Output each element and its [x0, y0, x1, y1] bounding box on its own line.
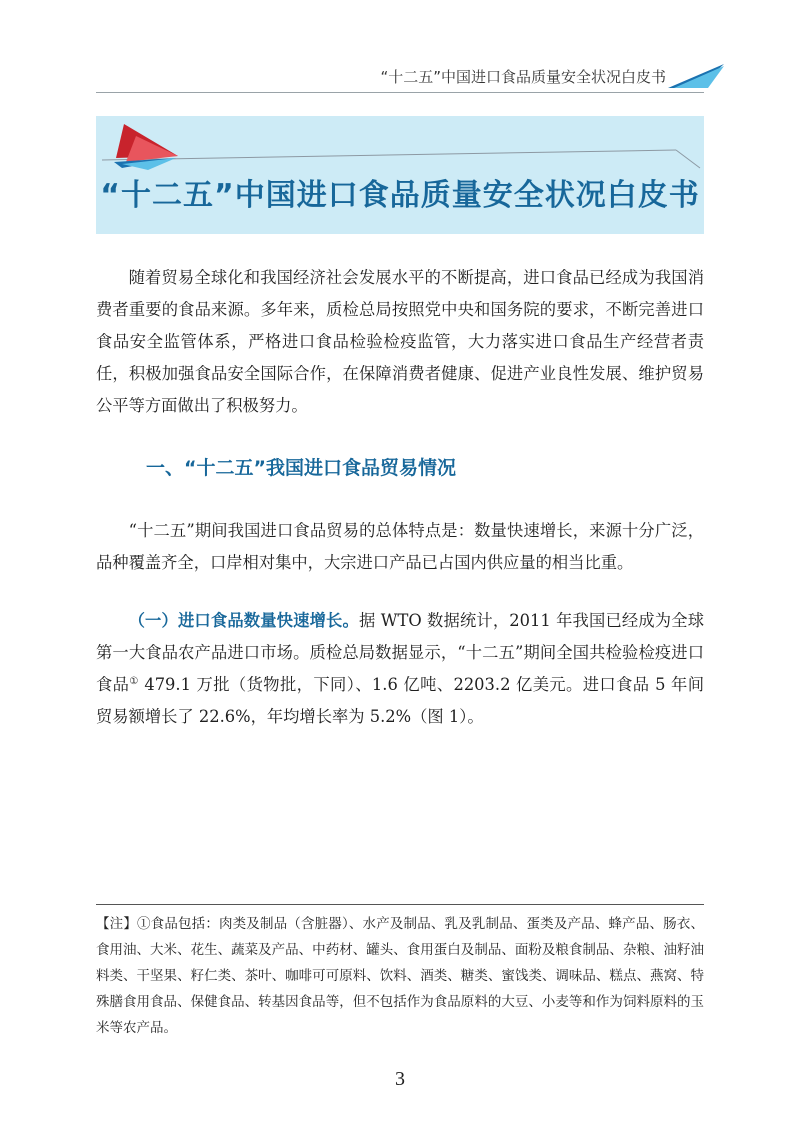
- header-arrow-icon: [668, 64, 724, 90]
- footnote-rule: [96, 904, 704, 905]
- section-heading: 一、“十二五”我国进口食品贸易情况: [146, 457, 456, 479]
- subsection-text: 据 WTO 数据统计，2011 年我国已经成为全球第一大食品农产品进口市场。质检总局数据显示，“十二五”期间全国共检验检疫进口食品: [96, 611, 704, 694]
- banner-arrow-icon: [96, 116, 704, 176]
- intro-paragraph: 随着贸易全球化和我国经济社会发展水平的不断提高，进口食品已经成为我国消费者重要的食品来源。多年来，质检总局按照党中央和国务院的要求，不断完善进口食品安全监管体系，严格进口食品检验检疫监管，大力落实进口食品生产经营者责任，积极加强食品安全国际合作，在保障消费者健康、促进产业良性发展、维护贸易公平等方面做出了积极努力。: [96, 268, 704, 415]
- subsection-paragraph: [96, 605, 704, 733]
- title-banner: [96, 116, 704, 234]
- subsection-text-continued: 479.1 万批（货物批，下同）、1.6 亿吨、2203.2 亿美元。进口食品 5 年间贸易额增长了 22.6%，年均增长率为 5.2%（图 1）。: [96, 675, 704, 726]
- running-header: “十二五”中国进口食品质量安全状况白皮书: [380, 68, 666, 86]
- page-number: 3: [395, 1068, 405, 1090]
- subsection-lead: （一）进口食品数量快速增长。: [128, 611, 359, 630]
- footnote: 【注】①食品包括：肉类及制品（含脏器）、水产及制品、乳及乳制品、蛋类及产品、蜂产品、肠衣、食用油、大米、花生、蔬菜及产品、中药材、罐头、食用蛋白及制品、面粉及粮食制品、杂粮、油籽油料类、干坚果、籽仁类、茶叶、咖啡可可原料、饮料、酒类、糖类、蜜饯类、调味品、糕点、燕窝、特殊膳食用食品、保健食品、转基因食品等，但不包括作为食品原料的大豆、小麦等和作为饲料原料的玉米等农产品。: [96, 916, 704, 1036]
- section-paragraph: “十二五”期间我国进口食品贸易的总体特点是：数量快速增长，来源十分广泛，品种覆盖齐全，口岸相对集中，大宗进口产品已占国内供应量的相当比重。: [96, 521, 704, 572]
- header-rule: [96, 92, 704, 93]
- banner-title: “十二五”中国进口食品质量安全状况白皮书: [100, 178, 700, 213]
- footnote-marker: ①: [129, 676, 139, 687]
